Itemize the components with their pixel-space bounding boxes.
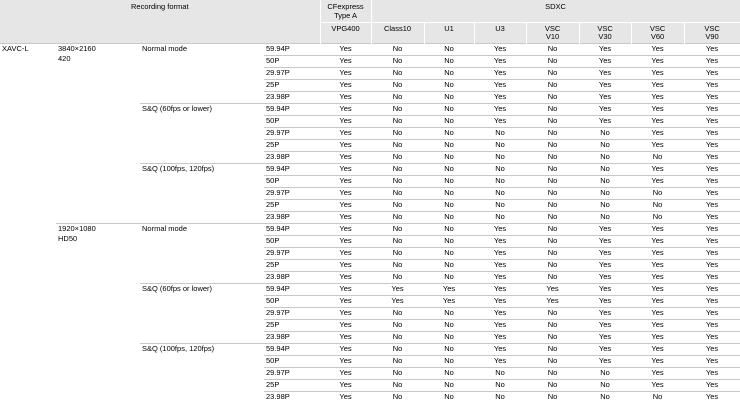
- value-cell: Yes: [320, 188, 371, 200]
- value-cell: Yes: [631, 44, 684, 56]
- column-header: Class10: [371, 23, 424, 44]
- value-cell: No: [631, 392, 684, 404]
- value-cell: Yes: [320, 104, 371, 116]
- fps-cell: 50P: [264, 56, 320, 68]
- value-cell: No: [579, 188, 631, 200]
- value-cell: No: [371, 140, 424, 152]
- value-cell: Yes: [631, 92, 684, 104]
- fps-cell: 50P: [264, 296, 320, 308]
- value-cell: Yes: [474, 296, 526, 308]
- fps-cell: 25P: [264, 140, 320, 152]
- fps-cell: 59.94P: [264, 164, 320, 176]
- value-cell: Yes: [684, 224, 740, 236]
- fps-cell: 23.98P: [264, 392, 320, 404]
- fps-cell: 29.97P: [264, 188, 320, 200]
- value-cell: No: [424, 332, 474, 344]
- value-cell: No: [371, 392, 424, 404]
- value-cell: Yes: [320, 116, 371, 128]
- value-cell: No: [526, 320, 579, 332]
- value-cell: No: [526, 332, 579, 344]
- value-cell: Yes: [684, 332, 740, 344]
- value-cell: Yes: [320, 224, 371, 236]
- value-cell: Yes: [579, 272, 631, 284]
- value-cell: No: [424, 392, 474, 404]
- value-cell: Yes: [631, 164, 684, 176]
- value-cell: No: [371, 44, 424, 56]
- fps-cell: 23.98P: [264, 92, 320, 104]
- column-header: VPG400: [320, 23, 371, 44]
- resolution-cell: 1920×1080 HD50: [56, 224, 140, 404]
- fps-cell: 23.98P: [264, 152, 320, 164]
- column-header: VSC V60: [631, 23, 684, 44]
- value-cell: No: [371, 344, 424, 356]
- value-cell: No: [474, 176, 526, 188]
- value-cell: Yes: [684, 92, 740, 104]
- value-cell: Yes: [320, 56, 371, 68]
- column-header: VSC V10: [526, 23, 579, 44]
- value-cell: No: [579, 212, 631, 224]
- value-cell: No: [424, 104, 474, 116]
- fps-cell: 23.98P: [264, 272, 320, 284]
- value-cell: No: [474, 128, 526, 140]
- value-cell: Yes: [631, 308, 684, 320]
- fps-cell: 50P: [264, 116, 320, 128]
- value-cell: Yes: [684, 356, 740, 368]
- value-cell: No: [526, 68, 579, 80]
- value-cell: No: [371, 308, 424, 320]
- value-cell: Yes: [320, 92, 371, 104]
- fps-cell: 29.97P: [264, 128, 320, 140]
- value-cell: Yes: [474, 116, 526, 128]
- column-header: VSC V30: [579, 23, 631, 44]
- value-cell: No: [424, 272, 474, 284]
- value-cell: Yes: [320, 140, 371, 152]
- value-cell: Yes: [631, 68, 684, 80]
- value-cell: No: [424, 368, 474, 380]
- value-cell: Yes: [631, 356, 684, 368]
- value-cell: Yes: [684, 248, 740, 260]
- value-cell: No: [526, 344, 579, 356]
- mode-cell: S&Q (100fps, 120fps): [140, 344, 264, 404]
- value-cell: Yes: [474, 92, 526, 104]
- value-cell: Yes: [684, 116, 740, 128]
- fps-cell: 50P: [264, 236, 320, 248]
- value-cell: Yes: [631, 236, 684, 248]
- value-cell: No: [526, 368, 579, 380]
- value-cell: Yes: [631, 104, 684, 116]
- value-cell: Yes: [631, 332, 684, 344]
- value-cell: No: [424, 116, 474, 128]
- value-cell: No: [579, 200, 631, 212]
- value-cell: No: [371, 212, 424, 224]
- value-cell: Yes: [526, 284, 579, 296]
- value-cell: Yes: [320, 260, 371, 272]
- value-cell: No: [526, 272, 579, 284]
- value-cell: No: [424, 140, 474, 152]
- format-cell: XAVC-L: [0, 44, 56, 404]
- value-cell: Yes: [684, 260, 740, 272]
- value-cell: No: [371, 200, 424, 212]
- value-cell: Yes: [424, 296, 474, 308]
- value-cell: Yes: [320, 164, 371, 176]
- value-cell: No: [371, 188, 424, 200]
- value-cell: Yes: [579, 284, 631, 296]
- value-cell: Yes: [371, 284, 424, 296]
- value-cell: Yes: [684, 212, 740, 224]
- value-cell: Yes: [474, 272, 526, 284]
- value-cell: Yes: [526, 296, 579, 308]
- value-cell: No: [579, 380, 631, 392]
- value-cell: No: [526, 56, 579, 68]
- value-cell: No: [526, 188, 579, 200]
- value-cell: Yes: [320, 200, 371, 212]
- value-cell: No: [371, 116, 424, 128]
- cfexpress-header: CFexpress Type A: [320, 0, 371, 23]
- value-cell: No: [474, 368, 526, 380]
- value-cell: Yes: [320, 80, 371, 92]
- value-cell: No: [526, 308, 579, 320]
- value-cell: No: [526, 104, 579, 116]
- value-cell: Yes: [320, 332, 371, 344]
- value-cell: Yes: [684, 392, 740, 404]
- value-cell: Yes: [684, 296, 740, 308]
- value-cell: No: [424, 176, 474, 188]
- value-cell: Yes: [631, 140, 684, 152]
- resolution-cell: 3840×2160 420: [56, 44, 140, 224]
- value-cell: Yes: [579, 260, 631, 272]
- value-cell: Yes: [474, 344, 526, 356]
- value-cell: No: [526, 116, 579, 128]
- value-cell: No: [371, 224, 424, 236]
- value-cell: Yes: [579, 308, 631, 320]
- value-cell: Yes: [474, 56, 526, 68]
- value-cell: Yes: [684, 320, 740, 332]
- recording-format-header: Recording format: [0, 0, 320, 44]
- value-cell: Yes: [684, 380, 740, 392]
- value-cell: No: [526, 356, 579, 368]
- sdxc-header: SDXC: [371, 0, 740, 23]
- value-cell: No: [371, 356, 424, 368]
- value-cell: Yes: [684, 284, 740, 296]
- value-cell: No: [526, 92, 579, 104]
- fps-cell: 50P: [264, 176, 320, 188]
- fps-cell: 59.94P: [264, 344, 320, 356]
- fps-cell: 23.98P: [264, 332, 320, 344]
- value-cell: Yes: [684, 308, 740, 320]
- fps-cell: 25P: [264, 80, 320, 92]
- value-cell: Yes: [684, 188, 740, 200]
- value-cell: Yes: [579, 68, 631, 80]
- value-cell: Yes: [631, 284, 684, 296]
- value-cell: No: [424, 380, 474, 392]
- value-cell: No: [526, 212, 579, 224]
- value-cell: Yes: [424, 284, 474, 296]
- value-cell: Yes: [474, 332, 526, 344]
- value-cell: Yes: [631, 272, 684, 284]
- value-cell: No: [526, 140, 579, 152]
- value-cell: No: [424, 248, 474, 260]
- value-cell: No: [526, 260, 579, 272]
- value-cell: Yes: [631, 116, 684, 128]
- value-cell: No: [424, 152, 474, 164]
- value-cell: Yes: [320, 368, 371, 380]
- fps-cell: 25P: [264, 320, 320, 332]
- value-cell: Yes: [474, 260, 526, 272]
- value-cell: No: [371, 236, 424, 248]
- value-cell: No: [371, 248, 424, 260]
- mode-cell: Normal mode: [140, 44, 264, 104]
- column-header: U1: [424, 23, 474, 44]
- value-cell: No: [424, 164, 474, 176]
- value-cell: Yes: [474, 80, 526, 92]
- value-cell: Yes: [684, 272, 740, 284]
- value-cell: Yes: [320, 212, 371, 224]
- value-cell: Yes: [684, 128, 740, 140]
- value-cell: No: [424, 80, 474, 92]
- value-cell: Yes: [684, 140, 740, 152]
- value-cell: No: [526, 44, 579, 56]
- value-cell: No: [424, 308, 474, 320]
- value-cell: Yes: [579, 92, 631, 104]
- value-cell: Yes: [320, 308, 371, 320]
- value-cell: Yes: [631, 296, 684, 308]
- value-cell: Yes: [474, 248, 526, 260]
- value-cell: Yes: [474, 68, 526, 80]
- value-cell: Yes: [684, 104, 740, 116]
- value-cell: No: [474, 164, 526, 176]
- fps-cell: 29.97P: [264, 68, 320, 80]
- value-cell: Yes: [684, 200, 740, 212]
- value-cell: Yes: [320, 296, 371, 308]
- value-cell: Yes: [474, 236, 526, 248]
- value-cell: No: [424, 212, 474, 224]
- value-cell: No: [424, 344, 474, 356]
- column-header: U3: [474, 23, 526, 44]
- value-cell: Yes: [631, 368, 684, 380]
- value-cell: Yes: [320, 44, 371, 56]
- value-cell: No: [474, 152, 526, 164]
- value-cell: No: [474, 140, 526, 152]
- value-cell: No: [526, 152, 579, 164]
- fps-cell: 29.97P: [264, 248, 320, 260]
- value-cell: Yes: [631, 128, 684, 140]
- value-cell: Yes: [684, 68, 740, 80]
- value-cell: Yes: [320, 248, 371, 260]
- fps-cell: 59.94P: [264, 224, 320, 236]
- value-cell: No: [579, 152, 631, 164]
- value-cell: No: [371, 104, 424, 116]
- fps-cell: 29.97P: [264, 368, 320, 380]
- value-cell: No: [631, 152, 684, 164]
- value-cell: No: [371, 152, 424, 164]
- value-cell: No: [371, 176, 424, 188]
- value-cell: Yes: [474, 104, 526, 116]
- value-cell: Yes: [684, 164, 740, 176]
- value-cell: Yes: [320, 68, 371, 80]
- value-cell: No: [371, 92, 424, 104]
- value-cell: Yes: [371, 296, 424, 308]
- value-cell: No: [371, 56, 424, 68]
- value-cell: No: [474, 212, 526, 224]
- value-cell: Yes: [631, 80, 684, 92]
- value-cell: No: [424, 224, 474, 236]
- value-cell: Yes: [320, 320, 371, 332]
- value-cell: No: [424, 92, 474, 104]
- value-cell: No: [579, 392, 631, 404]
- value-cell: Yes: [631, 224, 684, 236]
- value-cell: No: [371, 380, 424, 392]
- value-cell: No: [371, 260, 424, 272]
- value-cell: Yes: [579, 224, 631, 236]
- value-cell: No: [424, 236, 474, 248]
- value-cell: Yes: [474, 224, 526, 236]
- value-cell: Yes: [631, 56, 684, 68]
- fps-cell: 23.98P: [264, 212, 320, 224]
- value-cell: Yes: [684, 152, 740, 164]
- value-cell: Yes: [474, 44, 526, 56]
- mode-cell: Normal mode: [140, 224, 264, 284]
- table-row: [0, 44, 740, 56]
- value-cell: No: [526, 224, 579, 236]
- value-cell: No: [424, 320, 474, 332]
- value-cell: Yes: [320, 128, 371, 140]
- value-cell: No: [424, 68, 474, 80]
- value-cell: Yes: [684, 344, 740, 356]
- value-cell: No: [526, 392, 579, 404]
- value-cell: Yes: [320, 176, 371, 188]
- mode-cell: S&Q (60fps or lower): [140, 284, 264, 344]
- value-cell: No: [579, 176, 631, 188]
- value-cell: No: [424, 56, 474, 68]
- mode-cell: S&Q (60fps or lower): [140, 104, 264, 164]
- value-cell: No: [526, 236, 579, 248]
- value-cell: No: [526, 380, 579, 392]
- value-cell: Yes: [684, 80, 740, 92]
- value-cell: No: [526, 248, 579, 260]
- value-cell: No: [424, 260, 474, 272]
- fps-cell: 59.94P: [264, 44, 320, 56]
- value-cell: Yes: [474, 320, 526, 332]
- value-cell: Yes: [684, 176, 740, 188]
- value-cell: No: [424, 128, 474, 140]
- fps-cell: 59.94P: [264, 284, 320, 296]
- value-cell: No: [371, 128, 424, 140]
- value-cell: Yes: [579, 116, 631, 128]
- table-row: [0, 224, 740, 236]
- value-cell: No: [579, 368, 631, 380]
- value-cell: Yes: [631, 248, 684, 260]
- value-cell: Yes: [579, 344, 631, 356]
- mode-cell: S&Q (100fps, 120fps): [140, 164, 264, 224]
- value-cell: Yes: [579, 296, 631, 308]
- value-cell: Yes: [631, 176, 684, 188]
- value-cell: Yes: [579, 248, 631, 260]
- value-cell: Yes: [474, 284, 526, 296]
- value-cell: No: [371, 320, 424, 332]
- value-cell: Yes: [474, 356, 526, 368]
- value-cell: Yes: [631, 320, 684, 332]
- value-cell: Yes: [579, 320, 631, 332]
- value-cell: Yes: [320, 236, 371, 248]
- value-cell: No: [474, 392, 526, 404]
- value-cell: No: [526, 128, 579, 140]
- value-cell: No: [474, 200, 526, 212]
- value-cell: Yes: [320, 392, 371, 404]
- value-cell: Yes: [320, 344, 371, 356]
- value-cell: Yes: [631, 260, 684, 272]
- value-cell: No: [631, 188, 684, 200]
- value-cell: Yes: [320, 380, 371, 392]
- value-cell: Yes: [684, 368, 740, 380]
- column-header: VSC V90: [684, 23, 740, 44]
- value-cell: Yes: [320, 356, 371, 368]
- value-cell: No: [371, 80, 424, 92]
- value-cell: No: [371, 332, 424, 344]
- value-cell: Yes: [684, 236, 740, 248]
- value-cell: Yes: [579, 56, 631, 68]
- fps-cell: 25P: [264, 380, 320, 392]
- value-cell: No: [579, 164, 631, 176]
- value-cell: No: [631, 200, 684, 212]
- value-cell: Yes: [320, 272, 371, 284]
- value-cell: No: [474, 380, 526, 392]
- fps-cell: 50P: [264, 356, 320, 368]
- value-cell: Yes: [579, 80, 631, 92]
- value-cell: No: [424, 200, 474, 212]
- value-cell: Yes: [579, 332, 631, 344]
- value-cell: Yes: [320, 284, 371, 296]
- value-cell: No: [526, 200, 579, 212]
- value-cell: No: [424, 188, 474, 200]
- value-cell: No: [371, 68, 424, 80]
- value-cell: No: [579, 128, 631, 140]
- value-cell: No: [371, 272, 424, 284]
- value-cell: No: [526, 80, 579, 92]
- value-cell: Yes: [684, 44, 740, 56]
- fps-cell: 59.94P: [264, 104, 320, 116]
- value-cell: Yes: [631, 344, 684, 356]
- value-cell: No: [424, 44, 474, 56]
- value-cell: No: [526, 176, 579, 188]
- value-cell: No: [371, 164, 424, 176]
- value-cell: No: [579, 140, 631, 152]
- value-cell: No: [424, 356, 474, 368]
- value-cell: Yes: [579, 236, 631, 248]
- value-cell: No: [526, 164, 579, 176]
- fps-cell: 29.97P: [264, 308, 320, 320]
- value-cell: No: [371, 368, 424, 380]
- value-cell: Yes: [579, 44, 631, 56]
- value-cell: Yes: [579, 104, 631, 116]
- fps-cell: 25P: [264, 200, 320, 212]
- value-cell: Yes: [579, 356, 631, 368]
- value-cell: No: [474, 188, 526, 200]
- fps-cell: 25P: [264, 260, 320, 272]
- value-cell: Yes: [684, 56, 740, 68]
- value-cell: No: [631, 212, 684, 224]
- value-cell: Yes: [474, 308, 526, 320]
- value-cell: Yes: [320, 152, 371, 164]
- value-cell: Yes: [631, 380, 684, 392]
